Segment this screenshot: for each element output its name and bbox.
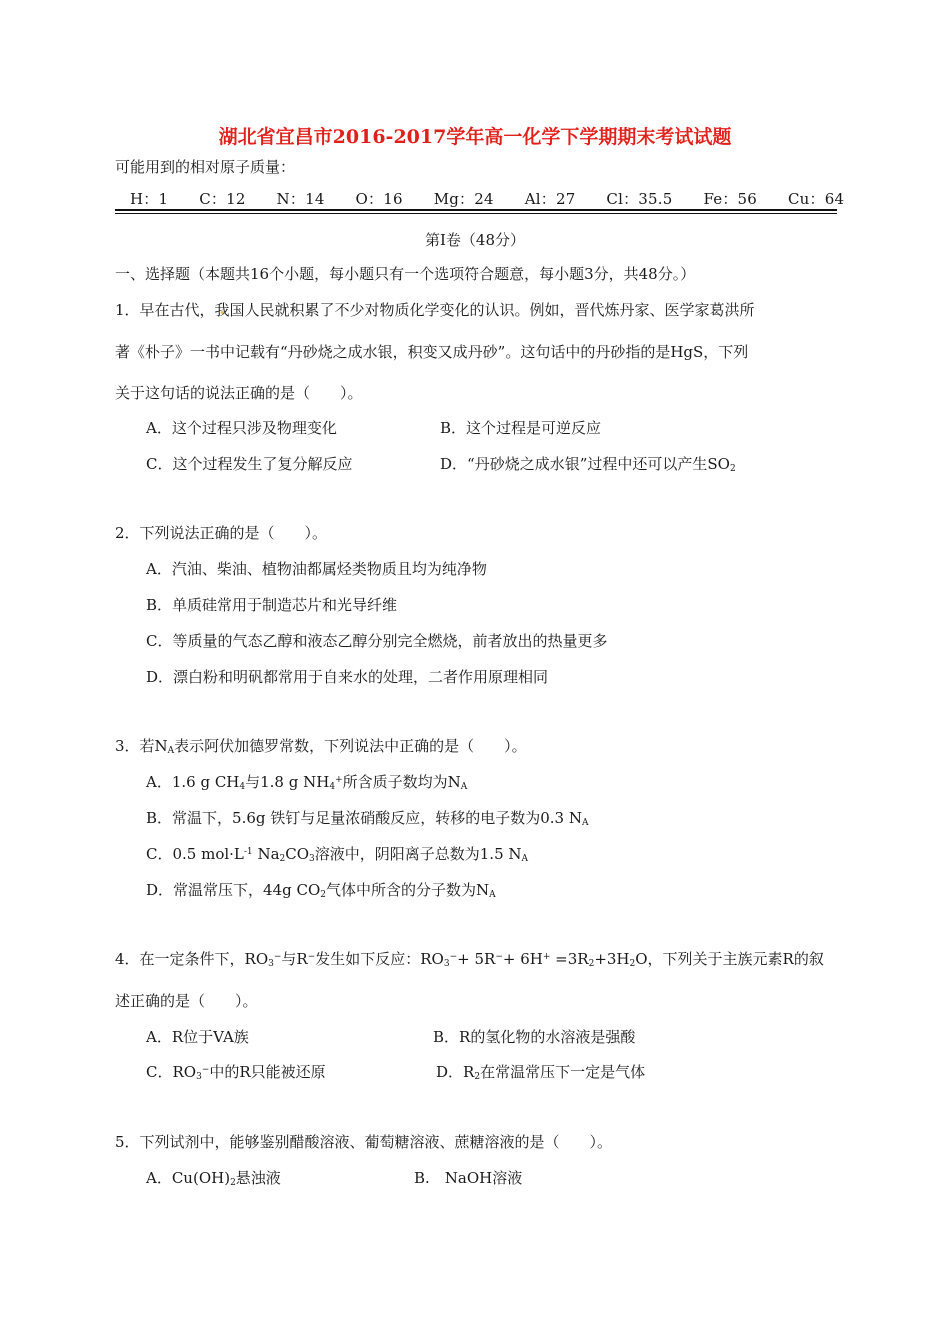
q1-option-a: A．这个过程只涉及物理变化 [146,419,337,437]
q2-option-d: D．漂白粉和明矾都常用于自来水的处理，二者作用原理相同 [146,668,549,686]
q1-option-d: D．“丹砂烧之成水银”过程中还可以产生$SO_2$ [440,455,736,474]
q3-stem: 3．若$N_A$表示阿伏加德罗常数，下列说法中正确的是（ ）。 [115,737,527,756]
atomic-mass-item: N：14 [276,190,325,208]
q3-option-a: A．1.6 g $CH_4$与1.8 g $NH_4^+$所含质子数均为$N_A$ [146,773,468,792]
q4-option-d: D．$R_2$在常温常压下一定是气体 [436,1063,646,1082]
atomic-mass-item: Al：27 [524,190,576,208]
section-heading: 一、选择题（本题共16个小题，每小题只有一个选项符合题意，每小题3分，共48分。） [115,265,696,283]
atomic-mass-item: H：1 [130,190,169,208]
q1-option-c: C．这个过程发生了复分解反应 [146,455,353,473]
q1-stem-line3: 关于这句话的说法正确的是（ ）。 [115,384,363,402]
q5-option-b: B. NaOH溶液 [414,1169,523,1187]
atomic-mass-item: O：16 [355,190,403,208]
header-divider-thick [115,209,837,211]
volume-title: 第I卷（48分） [424,231,525,249]
q3-option-d: D．常温常压下，44g $CO_2$气体中所含的分子数为$N_A$ [146,881,496,900]
q1-stem-line1: 1．早在古代，我国人民就积累了不少对物质化学变化的认识。例如，晋代炼丹家、医学家葛洪所 [115,301,755,319]
atomic-mass-heading: 可能用到的相对原子质量： [115,158,296,176]
q4-option-c: C．$RO_3^-$中的R只能被还原 [146,1063,326,1082]
q3-option-b: B．常温下，5.6g 铁钉与足量浓硝酸反应，转移的电子数为0.3 $N_A$ [146,809,589,828]
document-title: 湖北省宜昌市2016-2017学年高一化学下学期期末考试试题 [218,126,732,148]
q5-stem: 5．下列试剂中，能够鉴别醋酸溶液、葡萄糖溶液、蔗糖溶液的是（ ）。 [115,1133,613,1151]
q2-stem: 2．下列说法正确的是（ ）。 [115,524,328,542]
atomic-mass-item: Cl：35.5 [606,190,673,208]
q3-option-c: C．0.5 $mol\cdot L^{-1}$ $Na_2CO_3$溶液中，阴阳离子总数为1.5 $N_A$ [146,845,529,864]
q5-option-a: A．$Cu(OH)_2$悬浊液 [146,1169,281,1188]
q2-option-a: A．汽油、柴油、植物油都属烃类物质且均为纯净物 [146,560,487,578]
atomic-mass-list [130,188,870,209]
q1-option-b: B．这个过程是可逆反应 [440,419,602,437]
q4-option-a: A．R位于VA族 [146,1028,249,1046]
q4-stem-line2: 述正确的是（ ）。 [115,992,258,1010]
atomic-mass-item: C：12 [199,190,246,208]
header-divider-thin [115,213,837,214]
atomic-mass-item: Mg：24 [433,190,494,208]
atomic-mass-item: Cu：64 [787,190,845,208]
q1-stem-line2: 著《朴子》一书中记载有“丹砂烧之成水银，积变又成丹砂”。这句话中的丹砂指的是HgS，下列 [115,343,749,361]
q4-option-b: B．R的氢化物的水溶液是强酸 [433,1028,636,1046]
atomic-mass-item: Fe：56 [703,190,758,208]
q2-option-c: C．等质量的气态乙醇和液态乙醇分别完全燃烧，前者放出的热量更多 [146,632,608,650]
q2-option-b: B．单质硅常用于制造芯片和光导纤维 [146,596,398,614]
q4-stem-line1: 4．在一定条件下，$RO_3^-$与R−发生如下反应：$RO_3^-+ 5R^-+ 6H^+ =3R_2+3H_2O$，下列关于主族元素R的叙 [115,950,824,969]
